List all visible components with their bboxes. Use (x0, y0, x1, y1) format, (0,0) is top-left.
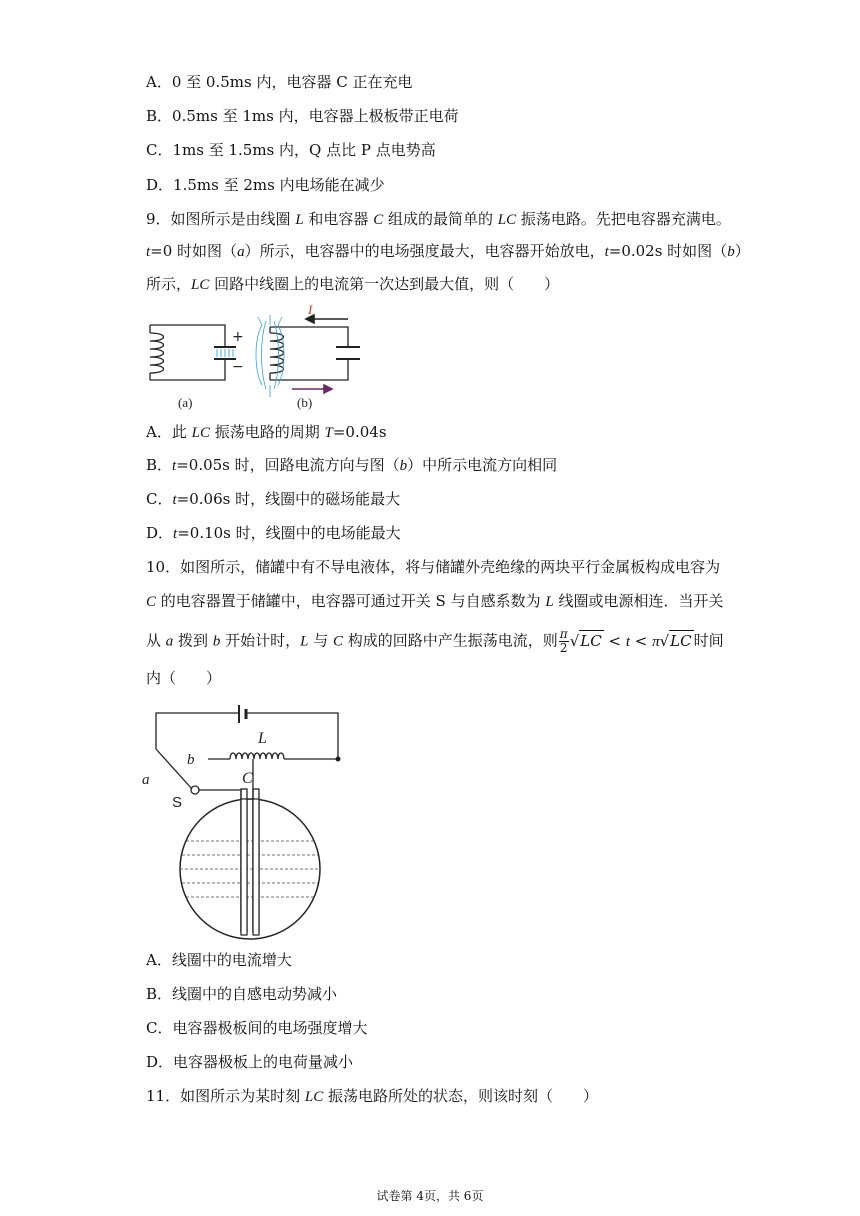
q8-option-d: D．1.5ms 至 2ms 内电场能在减少 (146, 176, 385, 194)
q8-option-a: A．0 至 0.5ms 内，电容器 C 正在充电 (146, 73, 413, 91)
q9-option-b: B．t=0.05s 时，回路电流方向与图（b）中所示电流方向相同 (146, 456, 558, 474)
q9-stem-line3: 所示，LC 回路中线圈上的电流第一次达到最大值，则（ ） (146, 275, 560, 293)
q10-tank-circuit-figure (140, 697, 350, 945)
figure-label-a: (a) (178, 395, 193, 410)
q10-stem-line1: 10．如图所示，储罐中有不导电液体，将与储罐外壳绝缘的两块平行金属板构成电容为 (146, 558, 721, 576)
time-range-formula: $\frac{\pi}{2}$ √LC < t < π√LC (559, 627, 692, 655)
q9-lc-circuit-figure (142, 305, 362, 413)
label-switch: S (172, 794, 183, 811)
q8-option-c: C．1ms 至 1.5ms 内，Q 点比 P 点电势高 (146, 141, 436, 159)
circuit-b (270, 327, 360, 380)
q10-stem-line2: C 的电容器置于储罐中，电容器可通过开关 S 与自感系数为 L 线圈或电源相连．当开关 (146, 592, 724, 610)
q10-option-b: B．线圈中的自感电动势减小 (146, 985, 338, 1003)
q9-stem-line2: t=0 时如图（a）所示，电容器中的电场强度最大，电容器开始放电，t=0.02s 时如图（b） (146, 242, 750, 260)
tank-icon (180, 799, 320, 939)
label-capacitor: C (242, 770, 253, 787)
q10-option-a: A．线圈中的电流增大 (146, 951, 292, 969)
q9-option-a: A．此 LC 振荡电路的周期 T=0.04s (146, 423, 387, 441)
plus-sign: + (232, 329, 244, 345)
electric-field-lines-icon (217, 349, 233, 357)
label-inductor: L (258, 730, 267, 747)
q9-stem-line1: 9．如图所示是由线圈 L 和电容器 C 组成的最简单的 LC 振荡电路。先把电容器充满电。 (146, 210, 731, 228)
circuit-a (150, 325, 236, 380)
q9-option-c: C．t=0.06s 时，线圈中的磁场能最大 (146, 490, 401, 508)
q8-option-b: B．0.5ms 至 1ms 内，电容器上极板带正电荷 (146, 107, 459, 125)
figure-label-b: (b) (297, 395, 313, 410)
q10-option-d: D．电容器极板上的电荷量减小 (146, 1053, 354, 1071)
q10-option-c: C．电容器极板间的电场强度增大 (146, 1019, 368, 1037)
q10-stem-line3: 从 a 拨到 b 开始计时，L 与 C 构成的回路中产生振荡电流，则 $\frac{\pi}{2}$ √LC < t < π√LC 时间 (146, 627, 724, 655)
q10-stem-line4: 内（ ） (146, 669, 222, 687)
current-arrow-bottom-icon (292, 385, 332, 393)
current-label: I (308, 305, 313, 317)
label-a: a (142, 772, 150, 788)
label-b: b (187, 752, 195, 768)
q11-stem: 11．如图所示为某时刻 LC 振荡电路所处的状态，则该时刻（ ） (146, 1087, 598, 1105)
minus-sign: − (232, 359, 244, 375)
q9-option-d: D．t=0.10s 时，线圈中的电场能最大 (146, 524, 401, 542)
page-footer: 试卷第 4页，共 6页 (376, 1189, 484, 1203)
